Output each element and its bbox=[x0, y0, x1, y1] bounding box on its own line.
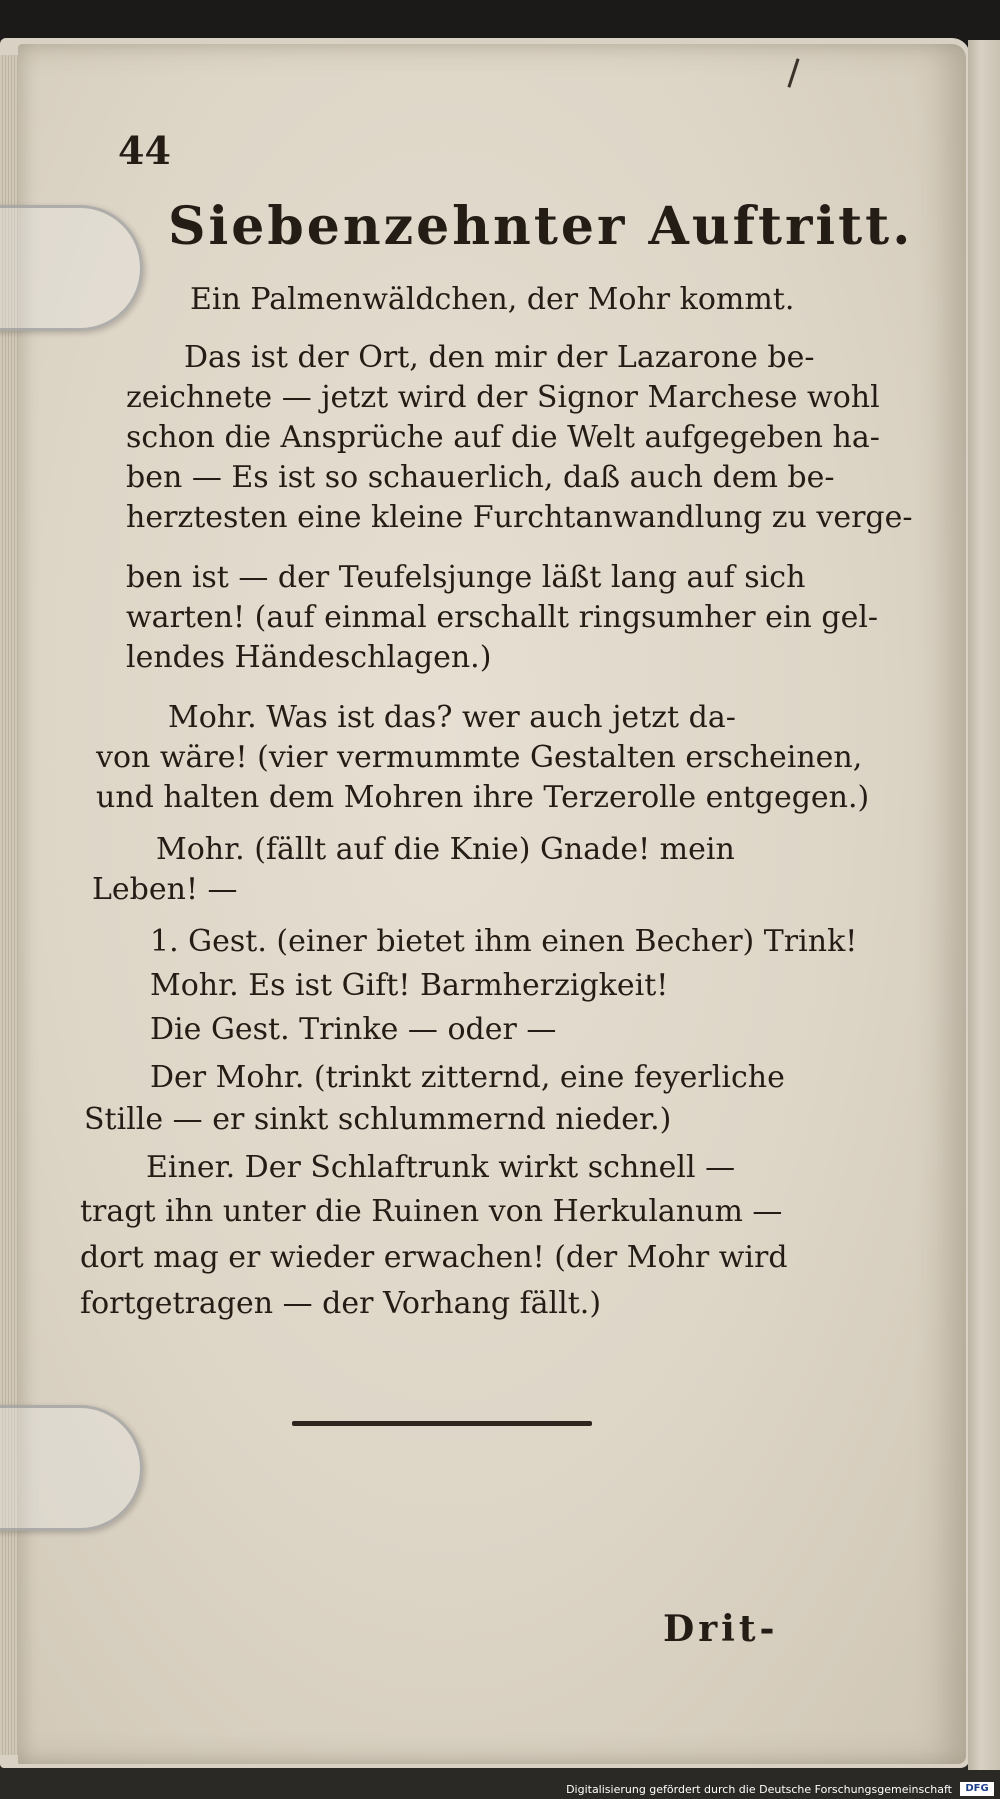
scene-heading: Siebenzehnter Auftritt. bbox=[168, 196, 914, 257]
text-line: Stille — er sinkt schlummernd nieder.) bbox=[84, 1102, 672, 1137]
page-number: 44 bbox=[118, 128, 171, 173]
digitization-credit: Digitalisierung gefördert durch die Deutsche Forschungsgemeinschaft bbox=[566, 1783, 952, 1796]
text-line: Mohr. Was ist das? wer auch jetzt da- bbox=[168, 700, 736, 735]
text-line: Einer. Der Schlaftrunk wirkt schnell — bbox=[146, 1150, 736, 1185]
text-line: Das ist der Ort, den mir der Lazarone be- bbox=[184, 340, 815, 375]
text-line: 1. Gest. (einer bietet ihm einen Becher) Trink! bbox=[150, 924, 858, 959]
section-rule bbox=[292, 1421, 592, 1426]
text-line: zeichnete — jetzt wird der Signor Marchese wohl bbox=[126, 380, 880, 415]
text-line: lendes Händeschlagen.) bbox=[126, 640, 492, 675]
scene-direction: Ein Palmenwäldchen, der Mohr kommt. bbox=[190, 282, 795, 317]
page-clip-top bbox=[0, 205, 143, 331]
catchword: Drit- bbox=[663, 1608, 779, 1650]
text-line: Der Mohr. (trinkt zitternd, eine feyerliche bbox=[150, 1060, 785, 1095]
text-line: ben ist — der Teufelsjunge läßt lang auf sich bbox=[126, 560, 806, 595]
text-line: Die Gest. Trinke — oder — bbox=[150, 1012, 557, 1047]
text-line: von wäre! (vier vermummte Gestalten erscheinen, bbox=[96, 740, 863, 775]
right-page-fold bbox=[968, 40, 1000, 1770]
text-line: tragt ihn unter die Ruinen von Herkulanum — bbox=[80, 1194, 783, 1229]
text-line: Mohr. Es ist Gift! Barmherzigkeit! bbox=[150, 968, 669, 1003]
dfg-logo: DFG bbox=[960, 1782, 994, 1796]
text-line: dort mag er wieder erwachen! (der Mohr wird bbox=[80, 1240, 788, 1275]
text-line: und halten dem Mohren ihre Terzerolle entgegen.) bbox=[96, 780, 870, 815]
text-line: ben — Es ist so schauerlich, daß auch dem be- bbox=[126, 460, 835, 495]
page-clip-bottom bbox=[0, 1405, 143, 1531]
text-line: herztesten eine kleine Furchtanwandlung zu verge- bbox=[126, 500, 913, 535]
text-line: Mohr. (fällt auf die Knie) Gnade! mein bbox=[156, 832, 735, 867]
text-line: schon die Ansprüche auf die Welt aufgegeben ha- bbox=[126, 420, 880, 455]
text-line: fortgetragen — der Vorhang fällt.) bbox=[80, 1286, 602, 1321]
text-line: warten! (auf einmal erschallt ringsumher ein gel- bbox=[126, 600, 879, 635]
text-line: Leben! — bbox=[92, 872, 238, 907]
